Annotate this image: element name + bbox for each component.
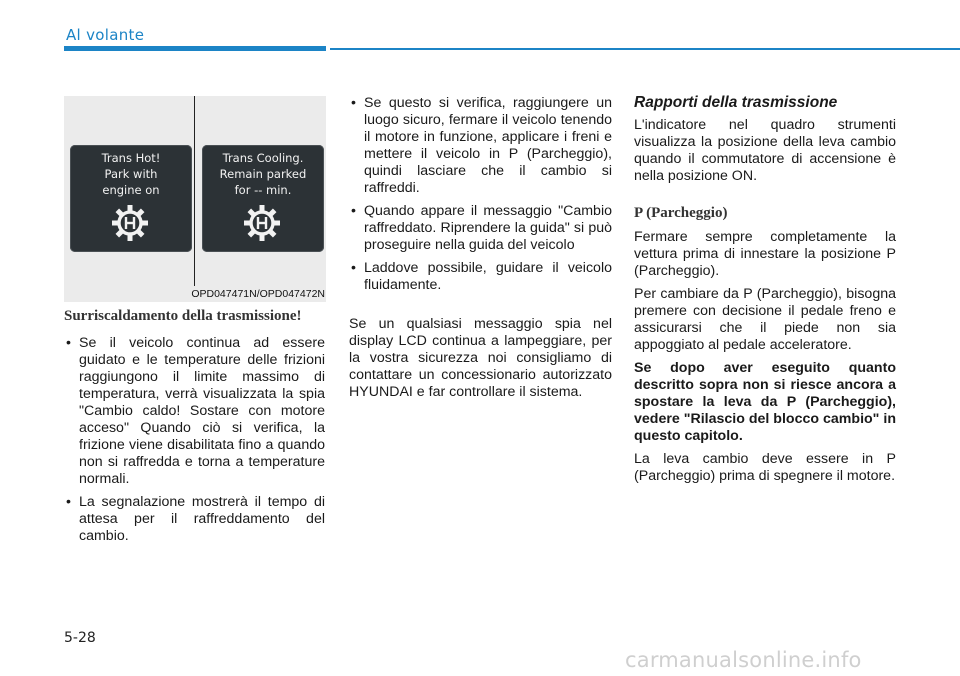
section-title: Al volante — [66, 26, 145, 44]
list-item: • Laddove possibile, guidare il veicolo fluidamente. — [349, 260, 612, 294]
trans-cooling-screen — [202, 145, 324, 252]
cluster-display-figure — [64, 96, 326, 302]
column-left — [64, 308, 325, 551]
cooling-bullet-list — [349, 95, 612, 294]
list-item: • La segnalazione mostrerà il tempo di attesa per il raffreddamento del cambio. — [64, 494, 325, 545]
park-paragraph-3: La leva cambio deve essere in P (Parcheggio) prima di spegnere il motore. — [634, 451, 896, 484]
page-number: 5-28 — [64, 630, 96, 646]
figure-divider — [194, 96, 195, 286]
watermark: carmanualsonline.info — [625, 648, 862, 672]
header-rule-thick — [64, 46, 326, 51]
trans-hot-screen — [70, 145, 192, 252]
figure-caption: OPD047471N/OPD047472N — [191, 288, 325, 300]
park-subheading: P (Parcheggio) — [634, 205, 728, 221]
header-rule-thin — [330, 48, 960, 50]
park-paragraph-1: Fermare sempre completamente la vettura prima di innestare la posizione P (Parcheggio). — [634, 229, 896, 279]
column-middle — [349, 95, 612, 401]
overheat-heading: Surriscaldamento della trasmissione! — [64, 308, 302, 324]
gear-ratios-heading: Rapporti della trasmissione — [634, 94, 838, 111]
list-item: • Se il veicolo continua ad essere guidato e le temperature delle frizioni raggiungono il limite massimo di temperatura, verrà visualizzata la spia "Cambio caldo! Sostare con motore acceso" Quando ciò si verifica, la frizione viene disabilitata fino a quando non si raffredda e torna a temperature normali. — [64, 335, 325, 488]
indicator-paragraph: L'indicatore nel quadro strumenti visualizza la posizione della leva cambio quando il commutatore di accensione è nella posizione ON. — [634, 117, 896, 184]
column-right — [634, 94, 896, 485]
overheat-bullet-list — [64, 335, 325, 545]
transmission-gear-icon — [242, 203, 282, 243]
transmission-gear-icon — [110, 203, 150, 243]
list-item: • Se questo si verifica, raggiungere un luogo sicuro, fermare il veicolo tenendo il motore in funzione, applicare i freni e mettere il veicolo in P (Parcheggio), quindi lasciare che il cambio si raffreddi. — [349, 95, 612, 197]
trans-hot-message: Trans Hot! Park with engine on — [101, 151, 161, 197]
park-paragraph-2: Per cambiare da P (Parcheggio), bisogna premere con decisione il pedale freno e assicurarsi che il piede non sia appoggiato al pedale acceleratore. — [634, 286, 896, 353]
shift-lock-warning: Se dopo aver eseguito quanto descritto sopra non si riesce ancora a spostare la leva da P (Parcheggio), vedere "Rilascio del blocco cambio" in questo capitolo. — [634, 360, 896, 444]
list-item: • Quando appare il messaggio "Cambio raffreddato. Riprendere la guida" si può proseguire nella guida del veicolo — [349, 203, 612, 254]
dealer-paragraph: Se un qualsiasi messaggio spia nel display LCD continua a lampeggiare, per la vostra sicurezza noi consigliamo di contattare un concessionario autorizzato HYUNDAI e far controllare il sistema. — [349, 316, 612, 400]
trans-cooling-message: Trans Cooling. Remain parked for -- min. — [219, 151, 307, 197]
